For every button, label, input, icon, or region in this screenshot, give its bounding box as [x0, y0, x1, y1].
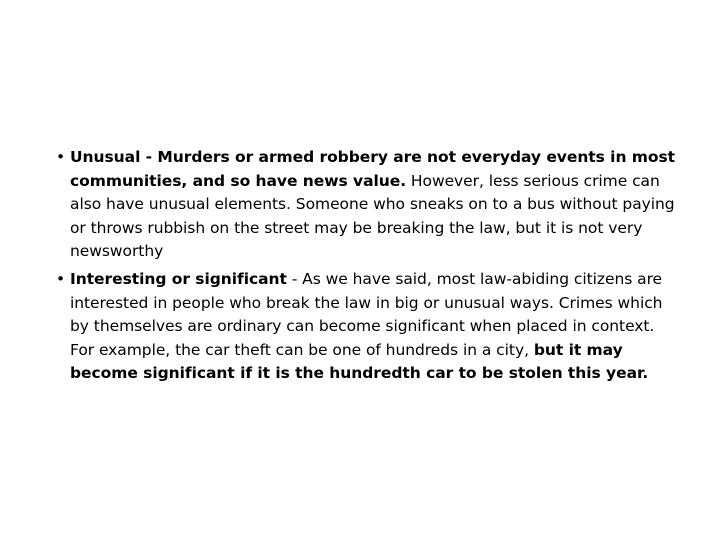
bullet-unusual — [56, 146, 676, 264]
bullet-mark: • — [56, 148, 66, 166]
bullet-interesting-lead: Interesting or significant — [70, 269, 287, 288]
bullet-unusual-text: However, less serious crime can also have unusual elements. Someone who sneaks on to a bus without paying or throws rubbish on the street may be breaking the law, but it is not very newsworthy — [70, 171, 675, 261]
bullet-interesting-text: - As we have said, most law-abiding citizens are interested in people who break the law in big or unusual ways. Crimes which by themselves are ordinary can become significant when placed in context. For example, the car theft can be one of hundreds in a city, — [70, 269, 663, 359]
bullet-mark: • — [56, 269, 66, 288]
bullet-unusual-lead: Unusual - Murders or armed robbery are not everyday events in most communities, and so have news value. — [70, 148, 676, 190]
bullet-interesting-tail: but it may become significant if it is the hundredth car to be stolen this year. — [70, 340, 649, 383]
bullet-interesting — [56, 268, 676, 386]
bullet-list — [56, 146, 676, 390]
